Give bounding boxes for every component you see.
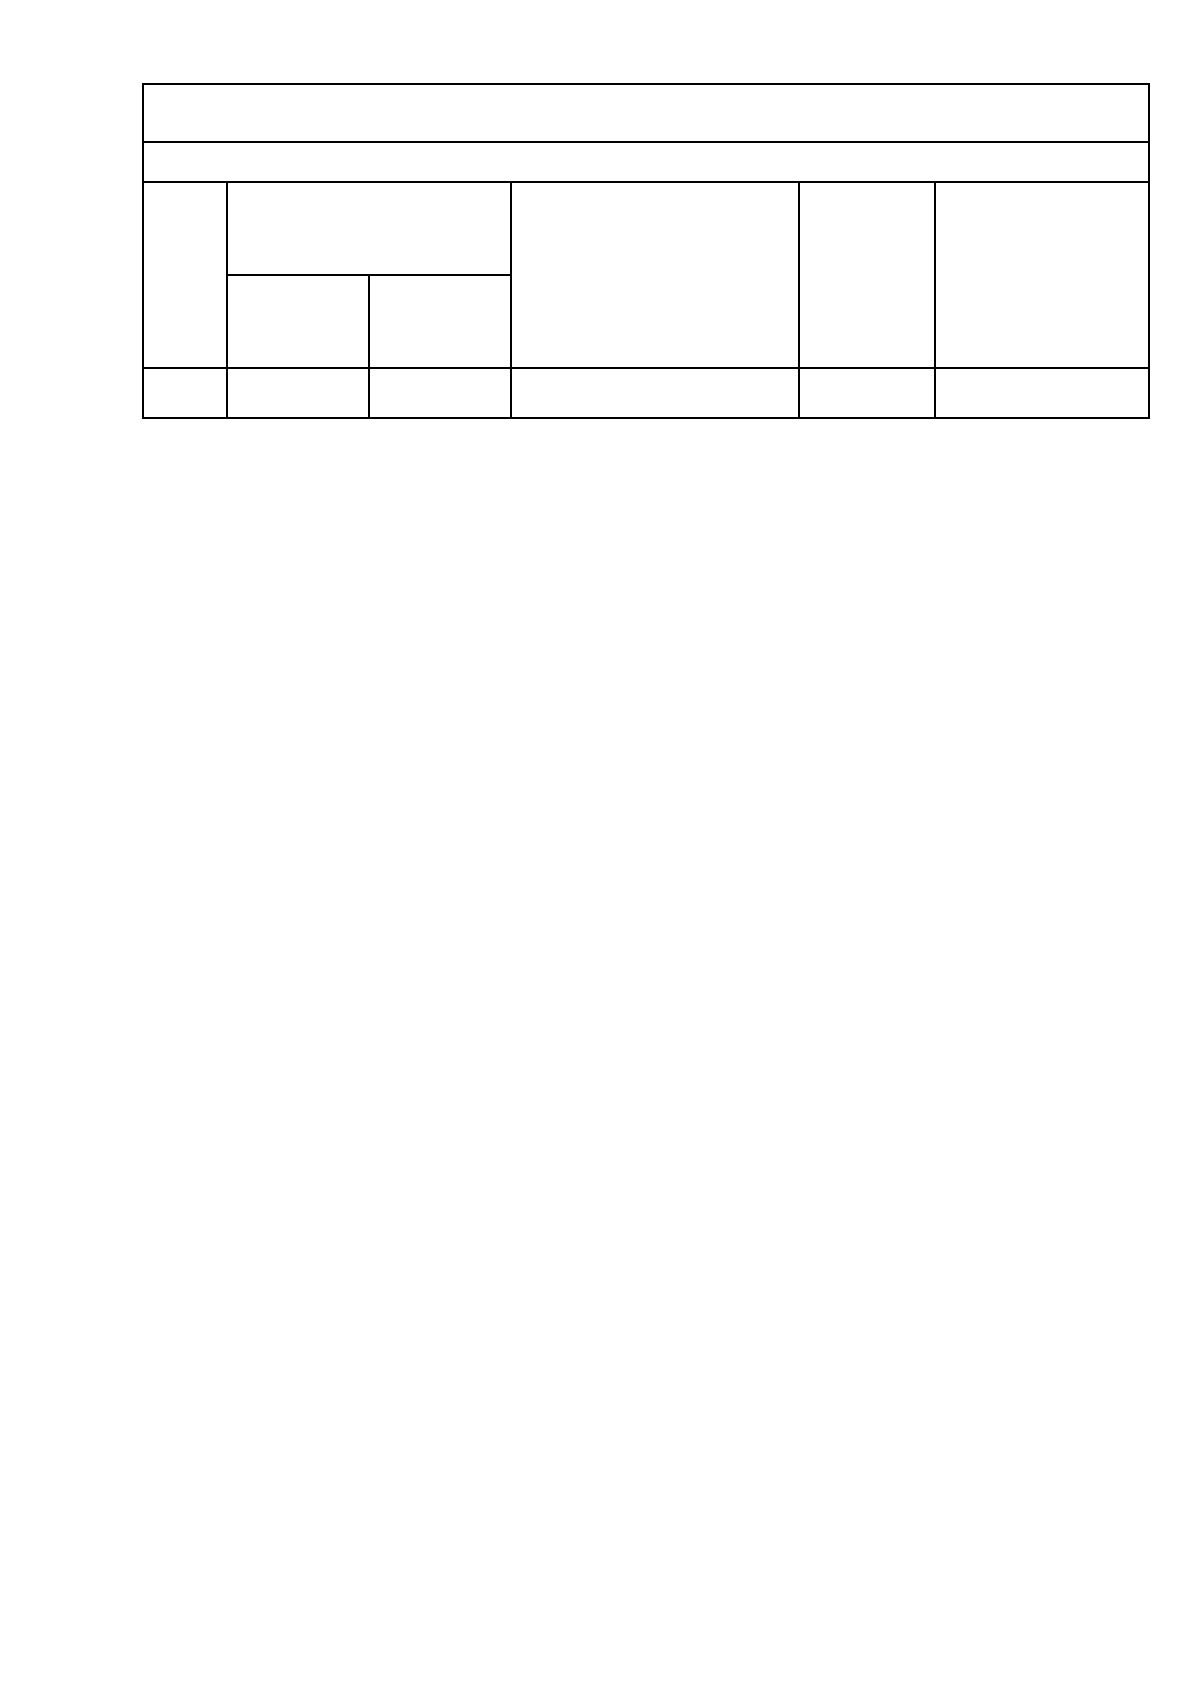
header-y (369, 275, 511, 368)
header-row-1 (143, 182, 1149, 275)
section-title (143, 84, 1149, 142)
section-title-row (143, 84, 1149, 142)
column-number (511, 368, 799, 418)
section3-title-row (143, 142, 1149, 182)
column-number (227, 368, 369, 418)
header-coords (227, 182, 511, 275)
section3-title (143, 142, 1149, 182)
header-method (511, 182, 799, 368)
header-designation (143, 182, 227, 368)
column-number (143, 368, 227, 418)
header-x (227, 275, 369, 368)
column-number (369, 368, 511, 418)
header-error (799, 182, 935, 368)
boundary-table (142, 83, 1150, 419)
column-number (799, 368, 935, 418)
column-number (935, 368, 1149, 418)
column-number-row (143, 368, 1149, 418)
header-description (935, 182, 1149, 368)
